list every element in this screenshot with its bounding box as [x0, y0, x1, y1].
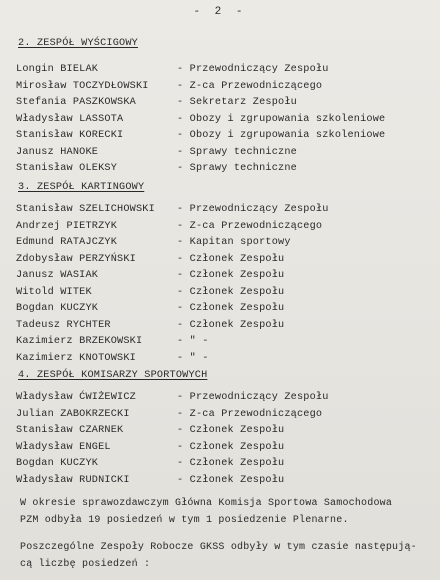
- member-name: Władysław RUDNICKI: [16, 474, 130, 486]
- member-role: - Członek Zespołu: [177, 303, 285, 314]
- member-role: - Przewodniczący Zespołu: [177, 392, 329, 403]
- member-role: - Członek Zespołu: [177, 253, 285, 265]
- member-row: [16, 252, 432, 269]
- paragraph-line: PZM odbyła 19 posiedzeń w tym 1 posiedzenie Plenarne.: [20, 514, 349, 526]
- member-role: - Członek Zespołu: [177, 286, 285, 298]
- paragraph-line: Poszczególne Zespoły Robocze GKSS odbyły w tym czasie następują-: [20, 542, 417, 553]
- member-role: - Z-ca Przewodniczącego: [177, 408, 323, 420]
- member-name: Zdobysław PERZYŃSKI: [16, 253, 136, 265]
- member-role: - Sprawy techniczne: [177, 163, 297, 174]
- member-role: - " -: [177, 336, 209, 347]
- member-name: Kazimierz BRZEKOWSKI: [16, 336, 143, 347]
- member-name: Mirosław TOCZYDŁOWSKI: [16, 80, 149, 92]
- member-row: [16, 128, 432, 145]
- member-name: Kazimierz KNOTOWSKI: [16, 352, 136, 364]
- member-row: [16, 95, 432, 112]
- member-role: - Przewodniczący Zespołu: [177, 64, 329, 75]
- paragraph-line: W okresie sprawozdawczym Główna Komisja Sportowa Samochodowa: [20, 498, 393, 509]
- member-name: Julian ZABOKRZECKI: [16, 408, 130, 420]
- member-list: [16, 62, 432, 178]
- member-list: [16, 390, 432, 489]
- member-role: - " -: [177, 352, 209, 364]
- member-name: Władysław ĆWIŻEWICZ: [16, 392, 136, 403]
- page-number: - 2 -: [193, 6, 247, 18]
- member-row: [16, 161, 432, 178]
- member-name: Władysław ENGEL: [16, 441, 111, 453]
- member-name: Stanisław OLEKSY: [16, 163, 118, 174]
- member-row: [16, 473, 432, 490]
- member-role: - Z-ca Przewodniczącego: [177, 220, 323, 232]
- member-row: [16, 390, 432, 407]
- member-name: Andrzej PIETRZYK: [16, 220, 118, 232]
- member-row: [16, 268, 432, 285]
- member-row: [16, 440, 432, 457]
- member-row: [16, 219, 432, 236]
- member-list: [16, 202, 432, 367]
- member-row: [16, 456, 432, 473]
- member-row: [16, 423, 432, 440]
- member-role: - Członek Zespołu: [177, 474, 285, 486]
- member-row: [16, 301, 432, 318]
- member-row: [16, 351, 432, 368]
- member-name: Janusz HANOKE: [16, 146, 99, 158]
- member-role: - Członek Zespołu: [177, 458, 285, 469]
- member-role: - Członek Zespołu: [177, 319, 285, 331]
- member-role: - Z-ca Przewodniczącego: [177, 80, 323, 92]
- member-name: Tadeusz RYCHTER: [16, 319, 111, 331]
- paragraph: [20, 540, 430, 573]
- paragraph-line: cą liczbę posiedzeń :: [20, 558, 151, 570]
- member-name: Stefania PASZKOWSKA: [16, 97, 136, 108]
- paragraph: [20, 496, 430, 529]
- member-row: [16, 145, 432, 162]
- member-row: [16, 334, 432, 351]
- member-role: - Członek Zespołu: [177, 441, 285, 453]
- member-row: [16, 235, 432, 252]
- member-name: Edmund RATAJCZYK: [16, 237, 118, 248]
- member-row: [16, 285, 432, 302]
- member-row: [16, 407, 432, 424]
- member-name: Longin BIELAK: [16, 64, 99, 75]
- member-role: - Członek Zespołu: [177, 270, 285, 281]
- member-row: [16, 202, 432, 219]
- member-row: [16, 318, 432, 335]
- member-role: - Sprawy techniczne: [177, 146, 297, 158]
- member-role: - Członek Zespołu: [177, 425, 285, 436]
- member-name: Bogdan KUCZYK: [16, 458, 99, 469]
- member-row: [16, 112, 432, 129]
- member-name: Władysław LASSOTA: [16, 113, 124, 125]
- section-title: 3. ZESPÓŁ KARTINGOWY: [18, 182, 145, 193]
- section-title: 2. ZESPÓŁ WYŚCIGOWY: [18, 38, 138, 49]
- member-name: Bogdan KUCZYK: [16, 303, 99, 314]
- member-name: Stanisław KORECKI: [16, 130, 124, 141]
- member-role: - Obozy i zgrupowania szkoleniowe: [177, 113, 386, 125]
- member-name: Witold WITEK: [16, 286, 92, 298]
- member-name: Stanisław CZARNEK: [16, 425, 124, 436]
- member-role: - Sekretarz Zespołu: [177, 97, 297, 108]
- member-role: - Obozy i zgrupowania szkoleniowe: [177, 130, 386, 141]
- member-role: - Przewodniczący Zespołu: [177, 204, 329, 215]
- member-name: Stanisław SZELICHOWSKI: [16, 204, 155, 215]
- member-row: [16, 79, 432, 96]
- member-role: - Kapitan sportowy: [177, 237, 291, 248]
- section-title: 4. ZESPÓŁ KOMISARZY SPORTOWYCH: [18, 370, 208, 381]
- member-row: [16, 62, 432, 79]
- member-name: Janusz WASIAK: [16, 270, 99, 281]
